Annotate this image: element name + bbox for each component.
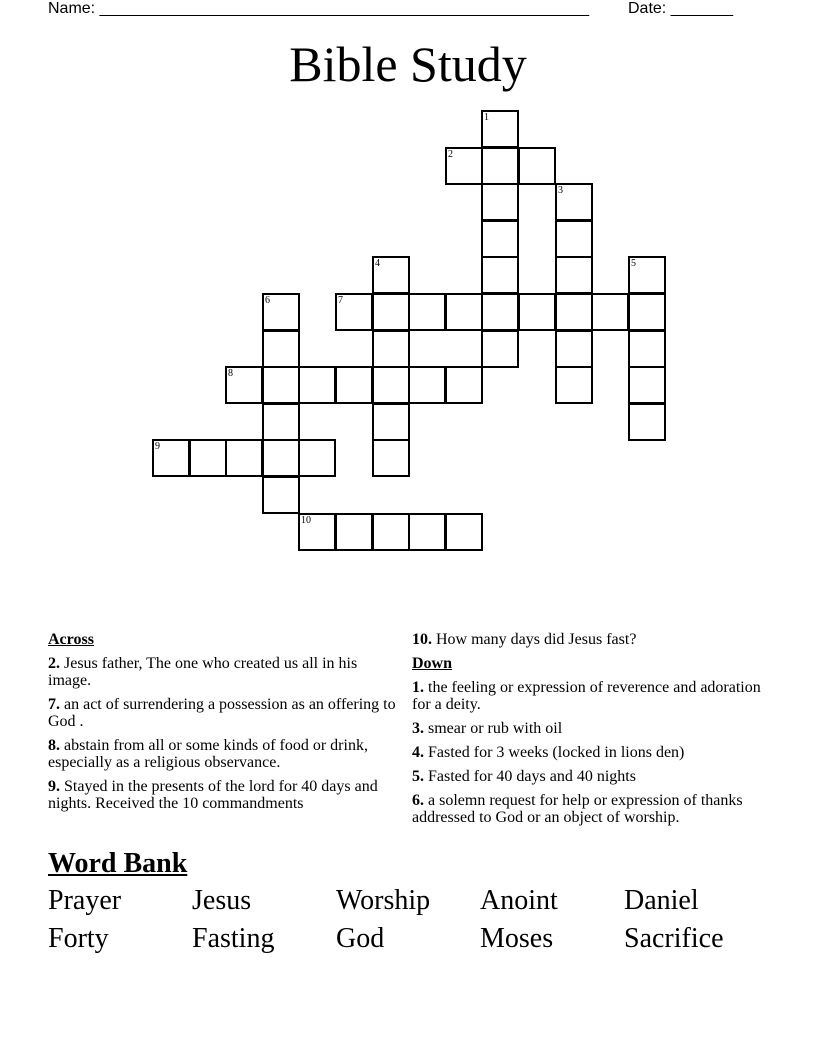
crossword-clue-number-9: 9 xyxy=(155,441,160,452)
crossword-cell[interactable] xyxy=(591,293,629,331)
crossword-cell[interactable] xyxy=(372,403,410,441)
clue-number: 5. xyxy=(412,768,424,785)
name-field-label: Name: _______________________________________________________ xyxy=(48,0,589,17)
clue-text: Fasted for 3 weeks (locked in lions den) xyxy=(428,744,685,761)
crossword-cell[interactable] xyxy=(481,147,519,185)
clue-number: 8. xyxy=(48,737,60,754)
crossword-cell[interactable] xyxy=(628,293,666,331)
word-bank-item: Prayer xyxy=(48,885,122,916)
crossword-cell[interactable] xyxy=(225,439,263,477)
crossword-cell[interactable] xyxy=(555,220,593,258)
crossword-cell[interactable] xyxy=(628,330,666,368)
word-bank-item: Worship xyxy=(336,885,431,916)
clue-text: smear or rub with oil xyxy=(428,720,563,737)
crossword-clue-number-10: 10 xyxy=(301,515,311,526)
crossword-cell[interactable] xyxy=(408,366,446,404)
clue-down-3 xyxy=(412,720,772,737)
crossword-cell[interactable] xyxy=(372,366,410,404)
crossword-cell[interactable] xyxy=(481,220,519,258)
word-bank-item: Fasting xyxy=(192,923,275,954)
crossword-cell[interactable] xyxy=(555,293,593,331)
across-heading: Across xyxy=(48,631,94,648)
clue-down-5 xyxy=(412,768,772,785)
clue-text: Fasted for 40 days and 40 nights xyxy=(428,768,636,785)
page-title: Bible Study xyxy=(289,36,527,92)
crossword-cell[interactable] xyxy=(555,330,593,368)
clues-column-left xyxy=(48,631,404,819)
crossword-cell[interactable] xyxy=(298,366,336,404)
date-field-label: Date: _______ xyxy=(628,0,733,17)
crossword-cell[interactable] xyxy=(189,439,227,477)
crossword-cell[interactable] xyxy=(408,293,446,331)
word-bank-item: God xyxy=(336,923,385,954)
clue-number: 10. xyxy=(412,631,432,648)
clue-text: Stayed in the presents of the lord for 40 days and nights. Received the 10 commandments xyxy=(48,778,378,812)
crossword-cell[interactable] xyxy=(445,293,483,331)
crossword-cell[interactable] xyxy=(335,513,373,551)
crossword-cell[interactable] xyxy=(262,439,300,477)
crossword-clue-number-8: 8 xyxy=(228,368,233,379)
crossword-cell[interactable] xyxy=(518,293,556,331)
word-bank-item: Daniel xyxy=(624,885,699,916)
crossword-cell[interactable] xyxy=(372,293,410,331)
crossword-cell[interactable] xyxy=(262,476,300,514)
word-bank-title: Word Bank xyxy=(48,848,188,879)
crossword-clue-number-2: 2 xyxy=(448,149,453,160)
crossword-cell[interactable] xyxy=(262,403,300,441)
crossword-cell[interactable] xyxy=(518,147,556,185)
clue-down-1 xyxy=(412,679,772,713)
clue-text: How many days did Jesus fast? xyxy=(436,631,637,648)
clue-text: abstain from all or some kinds of food or drink, especially as a religious observance. xyxy=(48,737,368,771)
clue-number: 6. xyxy=(412,792,424,809)
crossword-cell[interactable] xyxy=(298,439,336,477)
clue-down-6 xyxy=(412,792,772,826)
crossword-cell[interactable] xyxy=(445,513,483,551)
clue-number: 2. xyxy=(48,655,60,672)
word-bank-item: Moses xyxy=(480,923,554,954)
crossword-clue-number-7: 7 xyxy=(338,295,343,306)
clues-column-right xyxy=(412,631,772,833)
crossword-cell[interactable] xyxy=(262,366,300,404)
crossword-cell[interactable] xyxy=(481,256,519,294)
crossword-cell[interactable] xyxy=(372,513,410,551)
crossword-cell[interactable] xyxy=(555,366,593,404)
clue-number: 1. xyxy=(412,679,424,696)
crossword-clue-number-6: 6 xyxy=(265,295,270,306)
clue-across-9 xyxy=(48,778,404,812)
clue-text: the feeling or expression of reverence and adoration for a deity. xyxy=(412,679,761,713)
word-bank-item: Jesus xyxy=(192,885,252,916)
crossword-cell[interactable] xyxy=(481,330,519,368)
clue-text: Jesus father, The one who created us all in his image. xyxy=(48,655,358,689)
clue-across-7 xyxy=(48,696,404,730)
clue-number: 3. xyxy=(412,720,424,737)
down-heading: Down xyxy=(412,655,453,672)
word-bank-item: Forty xyxy=(48,923,109,954)
clue-across-10 xyxy=(412,631,772,648)
crossword-cell[interactable] xyxy=(262,330,300,368)
crossword-cell[interactable] xyxy=(445,366,483,404)
crossword-cell[interactable] xyxy=(628,403,666,441)
clue-number: 9. xyxy=(48,778,60,795)
word-bank-item: Sacrifice xyxy=(624,923,724,954)
word-bank xyxy=(48,882,768,958)
word-bank-item: Anoint xyxy=(480,885,558,916)
clue-text: a solemn request for help or expression of thanks addressed to God or an object of worship. xyxy=(412,792,743,826)
clue-across-2 xyxy=(48,655,404,689)
crossword-clue-number-1: 1 xyxy=(484,112,489,123)
crossword-cell[interactable] xyxy=(372,439,410,477)
clue-across-8 xyxy=(48,737,404,771)
crossword-cell[interactable] xyxy=(372,330,410,368)
crossword-cell[interactable] xyxy=(481,183,519,221)
crossword-cell[interactable] xyxy=(481,293,519,331)
crossword-clue-number-5: 5 xyxy=(631,258,636,269)
crossword-clue-number-4: 4 xyxy=(375,258,380,269)
crossword-cell[interactable] xyxy=(555,256,593,294)
clue-down-4 xyxy=(412,744,772,761)
crossword-cell[interactable] xyxy=(335,366,373,404)
clue-number: 7. xyxy=(48,696,60,713)
crossword-cell[interactable] xyxy=(408,513,446,551)
clue-text: an act of surrendering a possession as an offering to God . xyxy=(48,696,396,730)
crossword-cell[interactable] xyxy=(628,366,666,404)
clue-number: 4. xyxy=(412,744,424,761)
crossword-clue-number-3: 3 xyxy=(558,185,563,196)
